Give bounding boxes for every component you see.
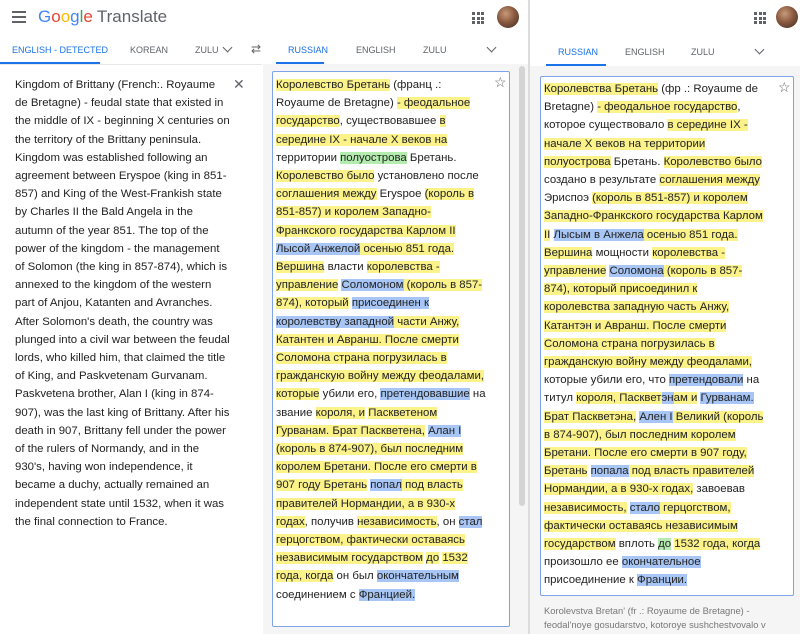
translation-segment[interactable]: Паскветеном Гурванам. Брат Паскветена, — [276, 406, 438, 437]
language-bar-secondary — [530, 40, 800, 66]
translation-segment[interactable]: Королевство было — [663, 155, 763, 168]
apps-grid-icon[interactable] — [754, 12, 766, 24]
translation-segment[interactable]: Королевства Бретань — [544, 83, 659, 95]
translation-segment[interactable]: части Анжу, Катантен и Авранш. После смерти Соломона страна погрузилась в гражданскую войну между феодалами, которые — [276, 315, 484, 401]
translation-segment[interactable]: Королевство Бретань — [276, 79, 391, 91]
tab-source-english-detected[interactable]: ENGLISH - DETECTED — [0, 38, 100, 64]
apps-grid-icon[interactable] — [472, 12, 484, 24]
translation-segment: Эриспоэ — [544, 192, 593, 205]
translation-segment[interactable]: Соломоном — [341, 279, 404, 292]
translation-segment: (фр .: Royaume de Bretagne) — [544, 83, 758, 114]
translation-segment[interactable]: (король в 851-857) и королем Западно-Франкского государства Карлом II — [276, 188, 475, 237]
translation-segment[interactable]: осенью 851 года. Вершина — [544, 228, 738, 259]
translation-segment[interactable]: независимость, — [544, 501, 627, 514]
translation-segment: он был — [333, 570, 377, 583]
google-translate-logo[interactable]: Google Translate — [38, 7, 168, 26]
tab-target-zulu[interactable]: ZULU — [691, 47, 715, 57]
translation-segment: Бретань. — [406, 151, 457, 164]
translation-segment[interactable]: (король в 874-907), был последним королем Бретани. После его смерти в 907 году Бретань — [276, 443, 477, 492]
translation-output — [276, 76, 488, 604]
translation-segment[interactable]: (король в 851-857) и королем Западно-Франкского государства Карлом II — [544, 192, 763, 241]
translation-segment[interactable]: Лысой Анжелой — [276, 242, 361, 255]
tab-target-zulu[interactable]: ZULU — [423, 45, 447, 55]
translation-segment: завоевав — [693, 483, 745, 496]
star-icon[interactable]: ☆ — [494, 74, 507, 90]
language-bar — [0, 38, 528, 64]
translation-segment: создано в результате — [544, 174, 660, 187]
translation-segment[interactable]: окончательное — [621, 556, 701, 569]
star-icon[interactable]: ☆ — [778, 79, 791, 95]
scrollbar[interactable] — [519, 66, 525, 506]
translation-segment[interactable]: Королевство было — [276, 170, 375, 183]
translation-segment: произошло ее — [544, 556, 622, 569]
translation-segment[interactable]: Брат Паскветэна, — [544, 410, 637, 423]
tab-target-russian[interactable]: RUSSIAN — [546, 40, 606, 66]
chevron-down-icon[interactable] — [487, 43, 497, 53]
translation-segment: на звание — [276, 388, 486, 419]
swap-languages-icon[interactable]: ⇄ — [251, 42, 262, 56]
translation-segment: территории — [276, 151, 341, 164]
transliteration-text: Korolevstva Bretan' (fr .: Royaume de Bretagne) - feodal'noye gosudarstvo, kotoroye sushchestvovalo v — [544, 605, 766, 630]
translation-segment[interactable]: (король в 857-874), который — [276, 279, 483, 310]
translation-segment[interactable]: попал — [370, 479, 402, 492]
translation-segment[interactable]: 1532 года, когда — [674, 538, 761, 551]
chevron-down-icon[interactable] — [223, 43, 233, 53]
translation-segment[interactable]: - феодальное государство — [276, 97, 471, 128]
translation-segment[interactable]: претендовавшие — [380, 388, 470, 401]
translation-segment: , которое существовало — [544, 101, 741, 132]
avatar[interactable] — [497, 6, 519, 28]
clear-text-icon[interactable]: ✕ — [233, 76, 245, 92]
avatar[interactable] — [776, 6, 798, 28]
translation-segment[interactable]: претендовали — [668, 374, 744, 387]
translation-segment[interactable]: Франции. — [637, 574, 688, 587]
translation-segment[interactable]: независимость — [357, 515, 437, 528]
translation-segment: власти — [324, 261, 367, 274]
translation-segment[interactable]: Великий (король в 874-907), был последним королем Бретани. После его смерти в 907 году, Бретань — [544, 410, 764, 478]
translation-segment[interactable]: под власть правителей Нормандии, а в 930-х годах — [276, 479, 463, 528]
translation-segment[interactable]: герцогством, фактически оставаясь независимым государством — [276, 534, 465, 565]
translation-segment[interactable]: герцогством, фактически оставаясь независимым государством — [544, 501, 738, 551]
translation-segment[interactable]: Францией. — [358, 588, 416, 601]
translation-segment[interactable]: присоединен к королевству западной — [276, 297, 429, 328]
tab-target-english[interactable]: ENGLISH — [625, 47, 665, 57]
translation-segment[interactable]: под власть правителей Нормандии, а в 930-х годах, — [544, 465, 755, 496]
translation-segment: убили его, — [319, 388, 381, 401]
tab-target-russian[interactable]: RUSSIAN — [276, 38, 324, 64]
translation-segment[interactable]: соглашения между — [276, 188, 377, 201]
app-header — [0, 0, 528, 38]
translation-segment: присоединение к — [544, 574, 638, 587]
app-header-secondary — [530, 0, 800, 38]
tab-source-korean[interactable]: KOREAN — [130, 45, 169, 55]
translation-segment: Eryspoe — [376, 188, 425, 201]
translation-segment[interactable]: до — [426, 552, 440, 565]
translation-segment[interactable]: короля, Пасквет — [576, 392, 662, 405]
translation-segment: , он — [436, 515, 459, 528]
translation-segment[interactable]: окончательным — [376, 570, 459, 583]
menu-icon[interactable] — [12, 11, 26, 23]
translation-segment[interactable]: королевства - управление — [276, 261, 440, 292]
translation-segment[interactable]: попала — [590, 465, 629, 478]
tab-source-zulu[interactable]: ZULU — [195, 45, 219, 55]
translation-segment: , получив — [304, 515, 358, 528]
translation-segment[interactable]: 1532 года, когда — [276, 552, 468, 583]
translation-segment[interactable]: Ален I — [639, 410, 673, 423]
source-text-input[interactable]: Kingdom of Brittany (French:. Royaume de Bretagne) - feudal state that existed in the middle of IX - beginning X centuries on the territory of the Brittany peninsula. Kingdom was established following an agreement between Eryspoe (king in 851-857) and King of the West-Frankish state by Charles II the Bald Angela in the autumn of the year 851. The top of the power of the kingdom - the management of Solomon (the king in 857-874), which is annexed to the kingdom of the western part of Anjou, Katanten and Avranches. After Solomon's death, the country was plunged into a civil war between the feudal lords, who killed him, that claimed the title of King, and Paskvetenam Gurvanam. Paskvetena brother, Alan I (king in 874-907), was the last king of Brittany. After his death in 907, Brittany fell under the power of the rulers of Normandy, and in the 930's, having won independence, it became a duchy, actually remained an independent state until 1532, when it was the final connection to France. — [15, 79, 230, 528]
translation-segment: установлено после — [374, 170, 479, 183]
translation-segment[interactable]: Гурванам. — [700, 392, 754, 405]
translation-segment[interactable]: стал — [458, 515, 483, 528]
translation-segment[interactable]: полуострова — [544, 155, 611, 168]
chevron-down-icon[interactable] — [755, 45, 765, 55]
translation-segment[interactable]: соглашения между — [659, 174, 760, 187]
translation-segment[interactable]: - феодальное государство — [597, 101, 738, 114]
translation-segment: которые убили его, что — [544, 374, 669, 387]
translation-segment: на титул — [544, 374, 760, 405]
translation-segment[interactable]: Соломона — [609, 265, 664, 278]
translation-segment[interactable]: в середине IX - начале X веков на территории — [544, 119, 748, 150]
translation-segment: , существовавшее — [339, 115, 440, 128]
translation-output — [544, 80, 764, 590]
translation-segment[interactable]: полуострова — [340, 151, 407, 164]
translation-segment[interactable]: в середине IX - начале X веков на — [276, 115, 448, 146]
translation-segment: мощности — [592, 246, 653, 259]
translation-segment[interactable]: (король в 857-874), который присоединил к королевства западную часть Анжу, Катантэн и Авранш. После смерти Соломона страна погрузилась в гражданскую войну между феодалами, — [544, 265, 752, 369]
translation-segment: (франц .: Royaume de Bretagne) — [276, 79, 442, 110]
translation-segment[interactable]: осенью 851 года. Вершина — [276, 242, 455, 274]
translation-segment[interactable]: королевства - управление — [544, 246, 726, 278]
tab-target-english[interactable]: ENGLISH — [356, 45, 396, 55]
translation-segment[interactable]: до — [658, 538, 672, 551]
right-window — [530, 0, 800, 634]
translation-segment: соединением с — [276, 588, 359, 601]
translation-segment: Бретань. — [610, 155, 664, 168]
translation-segment: вплоть — [615, 538, 659, 551]
translation-segment[interactable]: ам и — [673, 392, 698, 405]
translation-segment[interactable]: эн — [661, 392, 674, 405]
translation-segment[interactable]: Алан I — [428, 424, 462, 437]
translation-segment[interactable]: стало — [629, 501, 660, 514]
translation-segment[interactable]: короля, и — [315, 406, 366, 419]
translation-segment[interactable]: Лысым в Анжела — [553, 228, 644, 241]
